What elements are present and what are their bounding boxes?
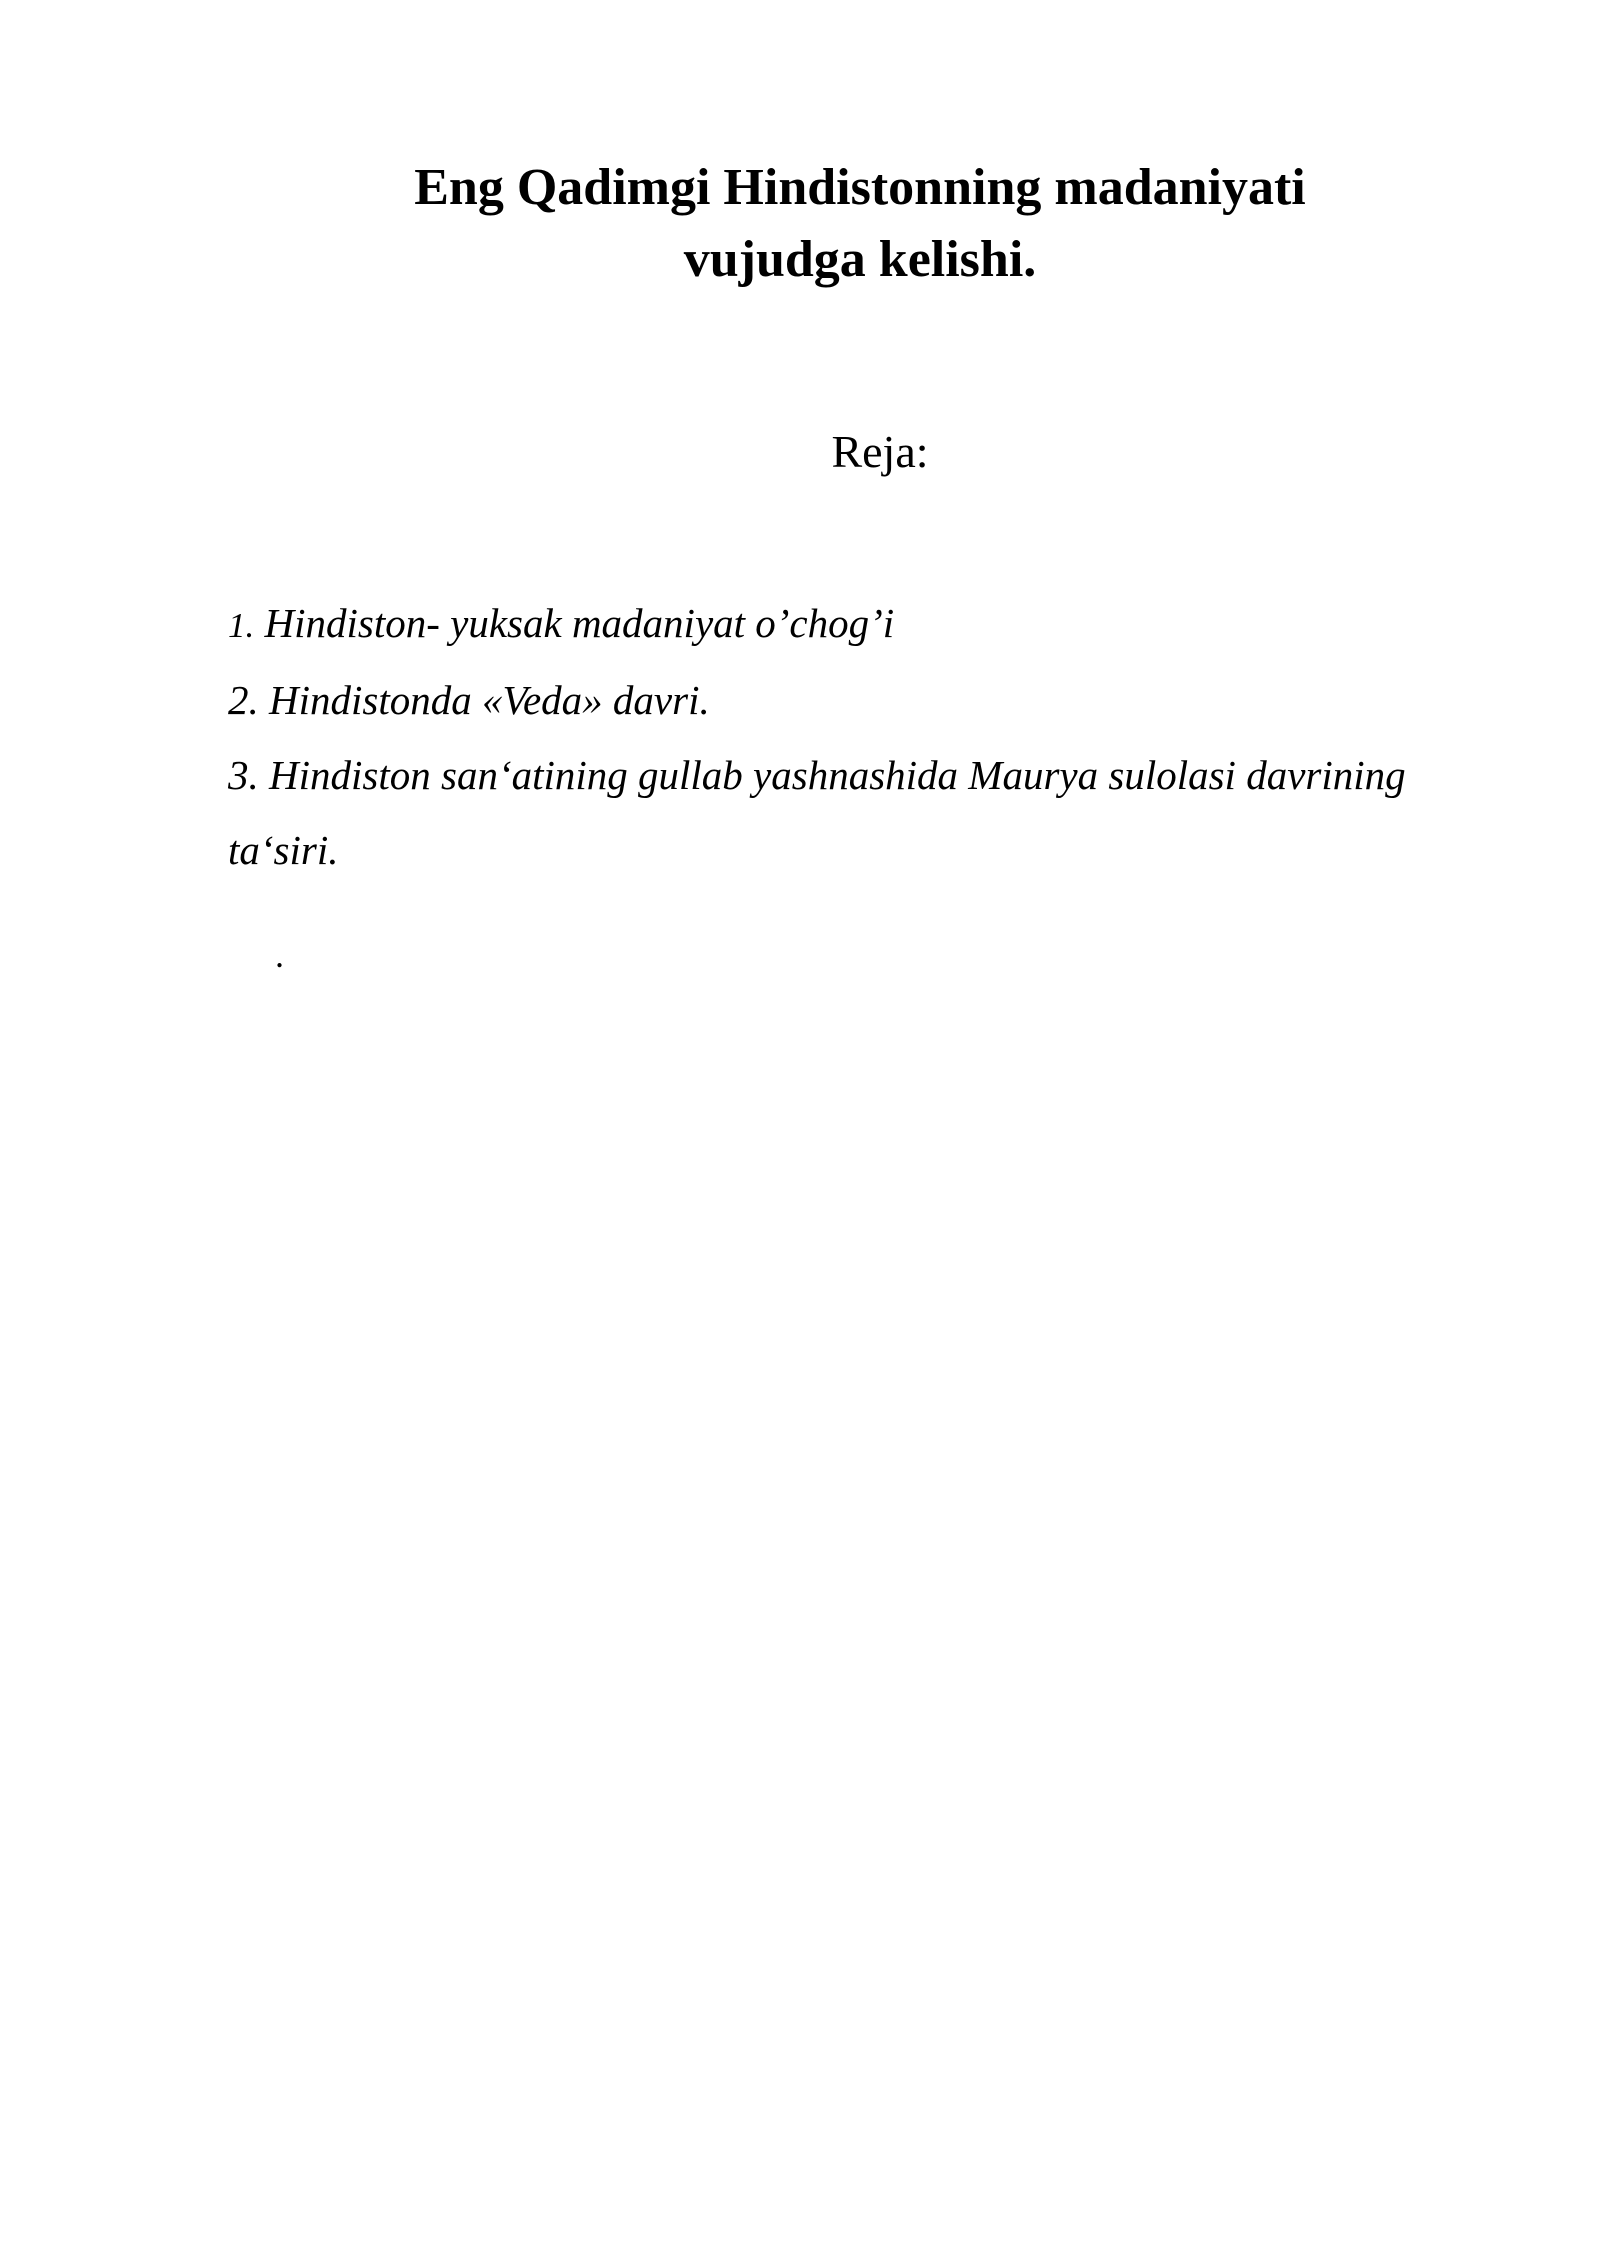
plan-heading: Reja: [831,426,929,477]
title-line-1: Eng Qadimgi Hindistonning madaniyati [414,159,1306,216]
trailing-mark: . [275,935,284,975]
title-line-2: vujudga kelishi. [683,231,1037,288]
plan-item [228,586,1498,663]
plan-item-number: 3. [228,752,259,798]
plan-list [228,586,1498,888]
plan-item-text: Hindiston- yuksak madaniyat o’chog’i [254,600,895,646]
plan-item-text: Hindiston san‘atining gullab yashnashida Maurya sulolasi davrining ta‘siri. [228,752,1406,873]
plan-item [228,663,1498,738]
plan-item-text: Hindistonda «Veda» davri. [258,677,710,723]
plan-item-number: 1. [228,606,255,645]
plan-item [228,738,1498,888]
plan-item-number: 2. [228,677,259,723]
document-title [260,152,1460,296]
